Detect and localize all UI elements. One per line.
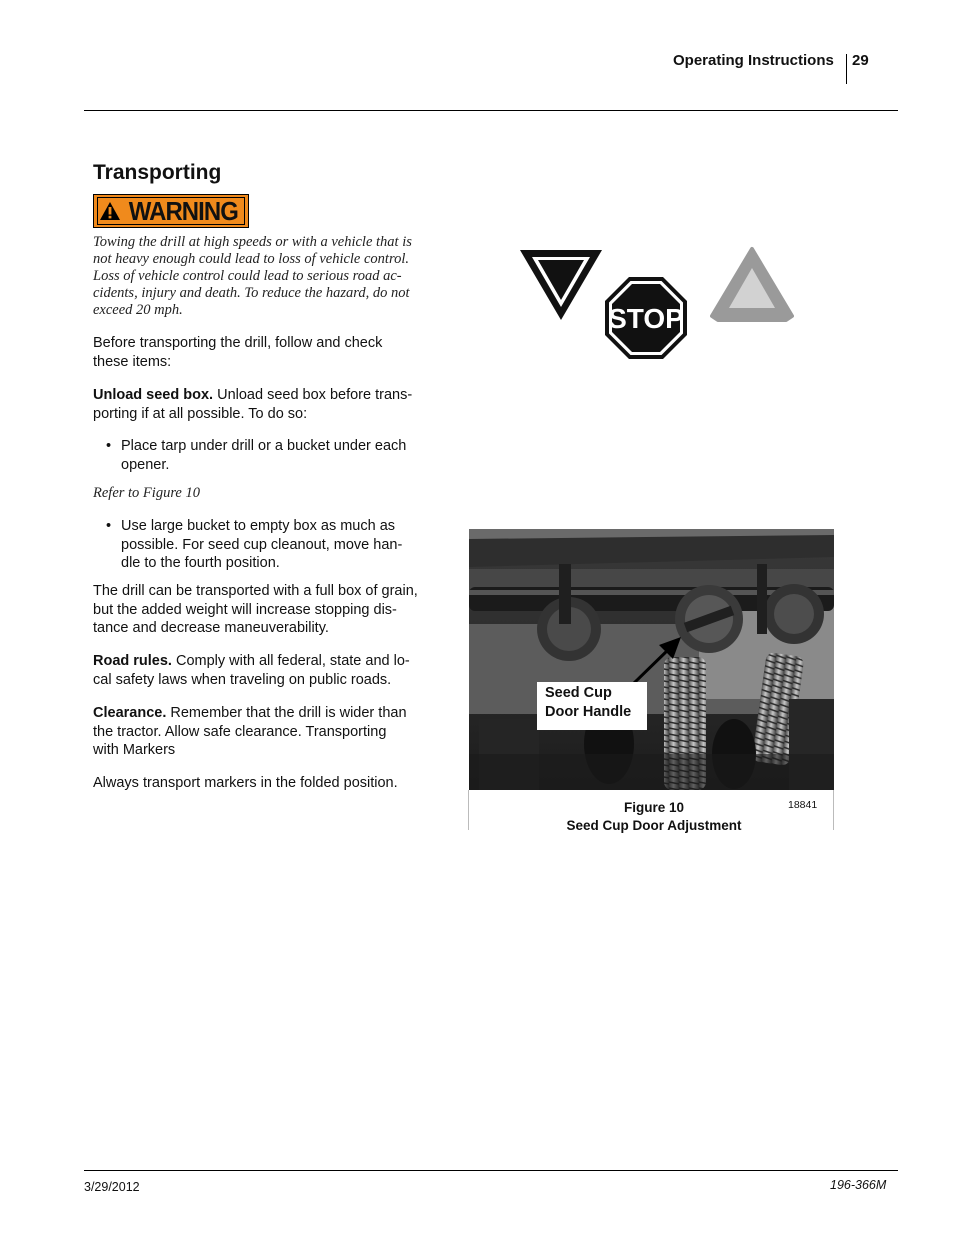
footer-document-number: 196-366M <box>830 1178 887 1192</box>
road-rules-line: Comply with all federal, state and lo- <box>171 653 410 669</box>
yield-sign-icon <box>518 247 604 323</box>
bullet-dot: • <box>106 518 112 534</box>
markers-paragraph: Always transport markers in the folded position. <box>93 775 398 791</box>
warning-text <box>93 234 438 319</box>
bullet-line: dle to the fourth position. <box>121 555 280 571</box>
bullet-line: Use large bucket to empty box as much as <box>121 518 396 534</box>
clearance-line: Remember that the drill is wider than <box>166 705 407 721</box>
bullet-item-bucket <box>93 517 443 573</box>
road-rules-line: cal safety laws when traveling on public roads. <box>93 671 392 688</box>
bullet-dot: • <box>106 438 112 454</box>
bullet-line: possible. For seed cup cleanout, move han- <box>121 536 403 553</box>
figure-reference: Refer to Figure 10 <box>93 485 200 501</box>
slow-moving-vehicle-sign-icon <box>710 246 794 322</box>
clearance-line: with Markers <box>93 742 176 758</box>
clearance-line: the tractor. Allow safe clearance. Transporting <box>93 723 387 740</box>
intro-paragraph <box>93 334 382 371</box>
warning-line: cidents, injury and death. To reduce the hazard, do not <box>93 285 410 301</box>
full-box-paragraph <box>93 582 418 638</box>
figure-frame-right <box>833 790 834 830</box>
callout-line: Seed Cup <box>545 685 612 701</box>
warning-line: Towing the drill at high speeds or with a vehicle that is <box>93 234 412 250</box>
bullet-item-tarp <box>93 437 443 474</box>
unload-line: porting if at all possible. To do so: <box>93 405 308 422</box>
warning-line: Loss of vehicle control could lead to serious road ac- <box>93 268 402 284</box>
clearance-heading: Clearance. <box>93 705 167 721</box>
full-box-line: tance and decrease maneuverability. <box>93 620 329 636</box>
intro-line: Before transporting the drill, follow and check <box>93 335 383 351</box>
footer-date: 3/29/2012 <box>84 1180 140 1194</box>
footer-rule <box>84 1170 898 1171</box>
unload-heading: Unload seed box. <box>93 387 214 403</box>
bullet-line: Place tarp under drill or a bucket under each <box>121 438 407 454</box>
figure-caption-text: Seed Cup Door Adjustment <box>566 817 742 833</box>
header-separator <box>846 54 847 84</box>
section-title: Transporting <box>93 161 222 184</box>
warning-triangle-icon <box>99 201 121 221</box>
figure-frame-left <box>468 790 469 830</box>
road-rules-paragraph <box>93 652 410 689</box>
header-section-title: Operating Instructions <box>673 52 834 69</box>
warning-label-text: WARNING <box>128 196 239 226</box>
stop-sign-icon <box>604 276 688 360</box>
unload-paragraph <box>93 386 412 423</box>
header-rule <box>84 110 898 111</box>
warning-line: not heavy enough could lead to loss of vehicle control. <box>93 251 409 267</box>
callout-line: Door Handle <box>545 704 632 720</box>
figure-number: Figure 10 <box>623 800 685 815</box>
seed-cup-photo <box>469 529 834 790</box>
bullet-line: opener. <box>121 456 170 473</box>
intro-line: these items: <box>93 353 172 370</box>
warning-line: exceed 20 mph. <box>93 302 183 318</box>
full-box-line: but the added weight will increase stopping dis- <box>93 601 397 618</box>
unload-line: Unload seed box before trans- <box>213 387 413 403</box>
figure-caption <box>540 799 768 834</box>
warning-label <box>93 194 249 228</box>
clearance-paragraph <box>93 704 407 760</box>
road-rules-heading: Road rules. <box>93 653 172 669</box>
callout-label <box>537 682 647 730</box>
full-box-line: The drill can be transported with a full box of grain, <box>93 583 418 599</box>
page-number: 29 <box>852 52 869 69</box>
figure-image-id: 18841 <box>788 799 818 811</box>
stop-sign-text: STOP <box>608 303 684 334</box>
